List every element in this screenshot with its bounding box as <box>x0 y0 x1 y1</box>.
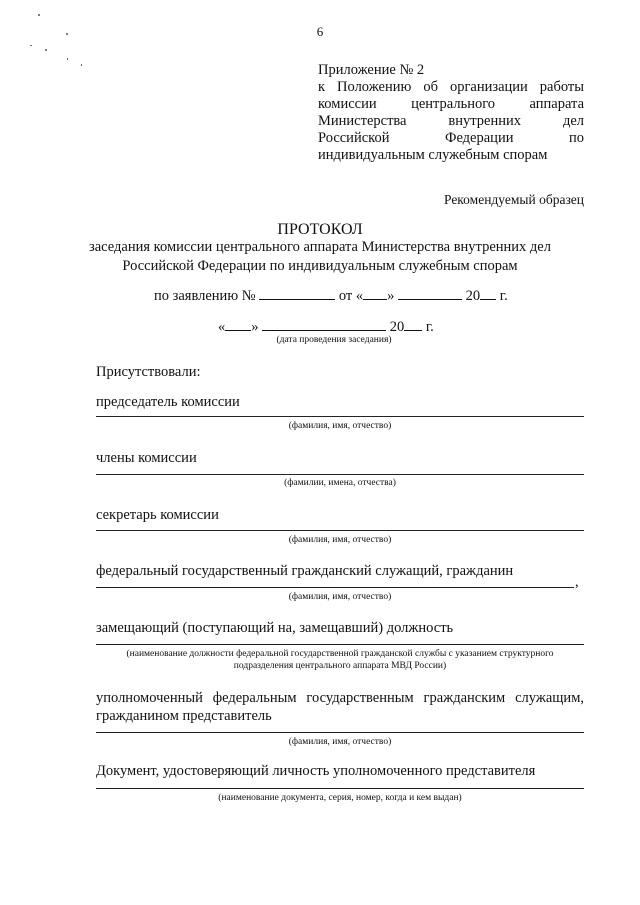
statement-prefix: по заявлению № <box>154 288 256 304</box>
secretary-field[interactable] <box>96 530 584 531</box>
annex-line: Министерства внутренних дел <box>318 113 584 129</box>
annex-line: к Положению об организации работы <box>318 79 584 95</box>
position-field[interactable] <box>96 644 584 645</box>
position-caption <box>96 648 584 672</box>
protocol-title: ПРОТОКОЛ <box>277 221 363 238</box>
page-number: 6 <box>316 24 324 39</box>
statement-number-field[interactable] <box>259 287 335 300</box>
subtitle-line: Российской Федерации по индивидуальным служебным спорам <box>122 258 518 274</box>
employee-label: федеральный государственный гражданский служащий, гражданин <box>96 563 514 579</box>
annex-block <box>318 62 584 164</box>
annex-line: комиссии центрального аппарата <box>318 96 584 112</box>
secretary-label: секретарь комиссии <box>96 507 219 523</box>
chairman-caption: (фамилия, имя, отчество) <box>288 421 392 431</box>
representative-field[interactable] <box>96 732 584 733</box>
employee-caption: (фамилия, имя, отчество) <box>288 592 392 602</box>
representative-line: гражданином представитель <box>96 708 272 724</box>
statement-quote: » <box>387 288 395 304</box>
document-field[interactable] <box>96 788 584 789</box>
secretary-caption: (фамилия, имя, отчество) <box>288 535 392 545</box>
statement-year-field[interactable] <box>480 287 496 300</box>
date-open-quote: « <box>218 319 226 335</box>
scan-mark <box>45 49 47 51</box>
position-caption-line: (наименование должности федеральной государственной гражданской службы с указанием структурного <box>126 649 554 659</box>
employee-field[interactable] <box>96 587 574 588</box>
statement-line <box>154 287 508 305</box>
members-field[interactable] <box>96 474 584 475</box>
statement-year-prefix: 20 <box>465 288 481 304</box>
statement-day-field[interactable] <box>363 287 387 300</box>
scan-mark <box>81 64 82 66</box>
representative-caption: (фамилия, имя, отчество) <box>288 737 392 747</box>
annex-line: индивидуальным служебным спорам <box>318 147 548 163</box>
scan-mark <box>38 14 40 16</box>
annex-line: Российской Федерации по <box>318 130 584 146</box>
statement-month-field[interactable] <box>398 287 462 300</box>
position-caption-line: подразделения центрального аппарата МВД России) <box>233 661 447 671</box>
employee-comma: , <box>575 574 579 590</box>
meeting-date-line <box>218 318 434 336</box>
annex-line: Приложение № 2 <box>318 62 425 78</box>
scan-mark <box>67 58 68 60</box>
statement-year-suffix: г. <box>499 288 508 304</box>
document-label: Документ, удостоверяющий личность уполномоченного представителя <box>96 763 536 779</box>
representative-line: уполномоченный федеральным государственным гражданским служащим, <box>96 690 584 706</box>
document-caption: (наименование документа, серия, номер, когда и кем выдан) <box>218 793 462 803</box>
chairman-label: председатель комиссии <box>96 394 240 410</box>
date-year-prefix: 20 <box>389 319 405 335</box>
meeting-date-caption: (дата проведения заседания) <box>276 335 392 345</box>
protocol-subtitle <box>0 238 640 276</box>
position-label: замещающий (поступающий на, замещавший) должность <box>96 620 454 636</box>
date-year-suffix: г. <box>425 319 434 335</box>
representative-label <box>96 689 584 725</box>
members-label: члены комиссии <box>96 450 197 466</box>
present-label: Присутствовали: <box>96 364 201 380</box>
meeting-day-field[interactable] <box>225 318 251 331</box>
members-caption: (фамилии, имена, отчества) <box>284 478 396 488</box>
meeting-month-field[interactable] <box>262 318 386 331</box>
scan-mark <box>30 45 32 46</box>
recommended-sample-label: Рекомендуемый образец <box>443 192 584 207</box>
meeting-year-field[interactable] <box>404 318 422 331</box>
subtitle-line: заседания комиссии центрального аппарата Министерства внутренних дел <box>89 239 551 255</box>
chairman-field[interactable] <box>96 416 584 417</box>
date-close-quote: » <box>251 319 259 335</box>
statement-from: от « <box>338 288 364 304</box>
